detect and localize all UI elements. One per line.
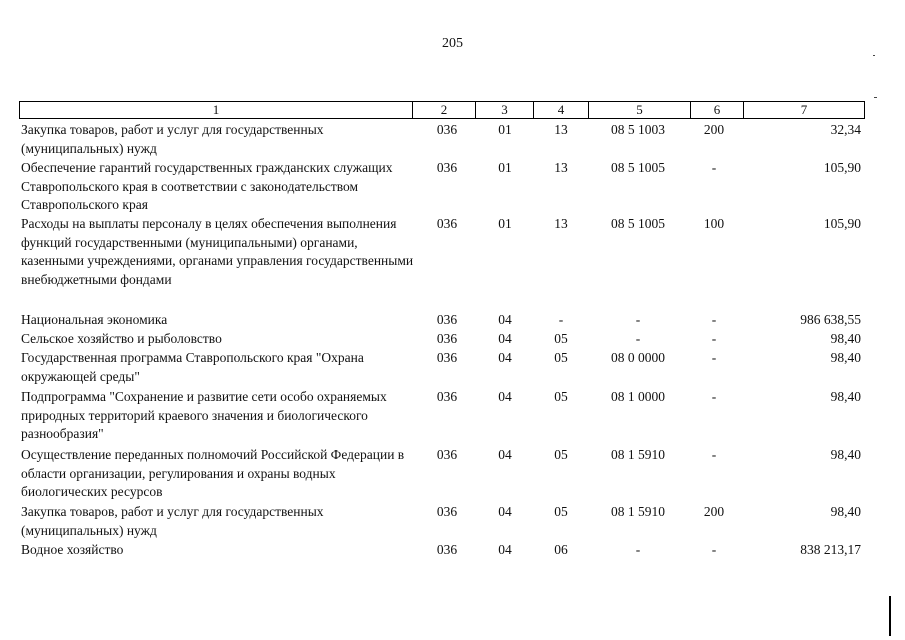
row-name: Сельское хозяйство и рыболовство [21,331,222,346]
row-subsection: - [558,312,564,327]
row-name: Национальная экономика [21,312,168,327]
column-header-1: 1 [212,102,220,117]
row-expense-type: - [711,447,717,462]
row-expense-type: - [711,542,717,557]
row-amount: 98,40 [830,331,861,346]
row-expense-type: 200 [703,122,725,137]
row-name: Государственная программа Ставропольского края "Охрана окружающей среды" [21,350,364,384]
row-subsection: 13 [554,122,568,137]
row-expense-type: - [711,160,717,175]
row-amount: 32,34 [830,122,861,137]
row-admin-code: 036 [436,312,458,327]
row-subsection: 05 [554,504,568,519]
row-section: 01 [498,122,512,137]
row-target-article: 08 5 1005 [611,160,665,175]
row-target-article: 08 5 1003 [611,122,665,137]
row-target-article: - [635,331,641,346]
row-target-article: 08 1 0000 [611,389,665,404]
row-name: Обеспечение гарантий государственных гражданских служащих Ставропольского края в соответствии с законодательством Ставропольского края [21,160,393,212]
row-amount: 105,90 [823,216,861,231]
scan-mark [873,55,875,56]
row-expense-type: 100 [703,216,725,231]
row-expense-type: - [711,350,717,365]
row-expense-type: - [711,389,717,404]
scan-mark [874,97,877,98]
row-section: 04 [498,389,512,404]
row-subsection: 05 [554,350,568,365]
column-header-2: 2 [412,102,475,118]
row-target-article: - [635,312,641,327]
row-subsection: 06 [554,542,568,557]
row-name: Расходы на выплаты персоналу в целях обеспечения выполнения функций государственными (муниципальными) органами, казенными учреждениями, органами управления государственными внебюджетными фондами [21,216,414,287]
page-number: 205 [442,36,463,51]
row-amount: 98,40 [830,447,861,462]
row-target-article: 08 5 1005 [611,216,665,231]
row-section: 04 [498,504,512,519]
row-amount: 838 213,17 [800,542,861,557]
row-admin-code: 036 [436,389,458,404]
row-section: 04 [498,331,512,346]
row-target-article: 08 1 5910 [611,447,665,462]
row-expense-type: 200 [703,504,725,519]
row-section: 01 [498,160,512,175]
row-amount: 98,40 [830,504,861,519]
row-section: 01 [498,216,512,231]
row-subsection: 05 [554,447,568,462]
table-header [19,101,865,119]
row-expense-type: - [711,331,717,346]
row-admin-code: 036 [436,447,458,462]
row-admin-code: 036 [436,350,458,365]
column-header-4: 4 [533,102,588,118]
column-header-5: 5 [588,102,690,118]
row-amount: 105,90 [823,160,861,175]
row-amount: 98,40 [830,350,861,365]
row-admin-code: 036 [436,542,458,557]
row-name: Закупка товаров, работ и услуг для государственных (муниципальных) нужд [21,122,324,156]
row-amount: 986 638,55 [800,312,861,327]
row-target-article: - [635,542,641,557]
row-section: 04 [498,447,512,462]
row-name: Закупка товаров, работ и услуг для государственных (муниципальных) нужд [21,504,324,538]
row-section: 04 [498,312,512,327]
row-admin-code: 036 [436,160,458,175]
row-name: Осуществление переданных полномочий Российской Федерации в области организации, регулирования и охраны водных биологических ресурсов [21,447,405,499]
row-subsection: 05 [554,389,568,404]
row-subsection: 05 [554,331,568,346]
row-name: Водное хозяйство [21,542,124,557]
column-header-6: 6 [690,102,743,118]
row-target-article: 08 0 0000 [611,350,665,365]
row-subsection: 13 [554,160,568,175]
row-expense-type: - [711,312,717,327]
row-section: 04 [498,542,512,557]
page-edge-line [889,596,891,636]
row-admin-code: 036 [436,331,458,346]
column-header-3: 3 [475,102,533,118]
row-admin-code: 036 [436,216,458,231]
row-amount: 98,40 [830,389,861,404]
row-section: 04 [498,350,512,365]
row-target-article: 08 1 5910 [611,504,665,519]
row-name: Подпрограмма "Сохранение и развитие сети особо охраняемых природных территорий краевого значения и биологического разнообразия" [21,389,387,441]
row-admin-code: 036 [436,504,458,519]
row-admin-code: 036 [436,122,458,137]
column-header-7: 7 [743,102,864,118]
row-subsection: 13 [554,216,568,231]
